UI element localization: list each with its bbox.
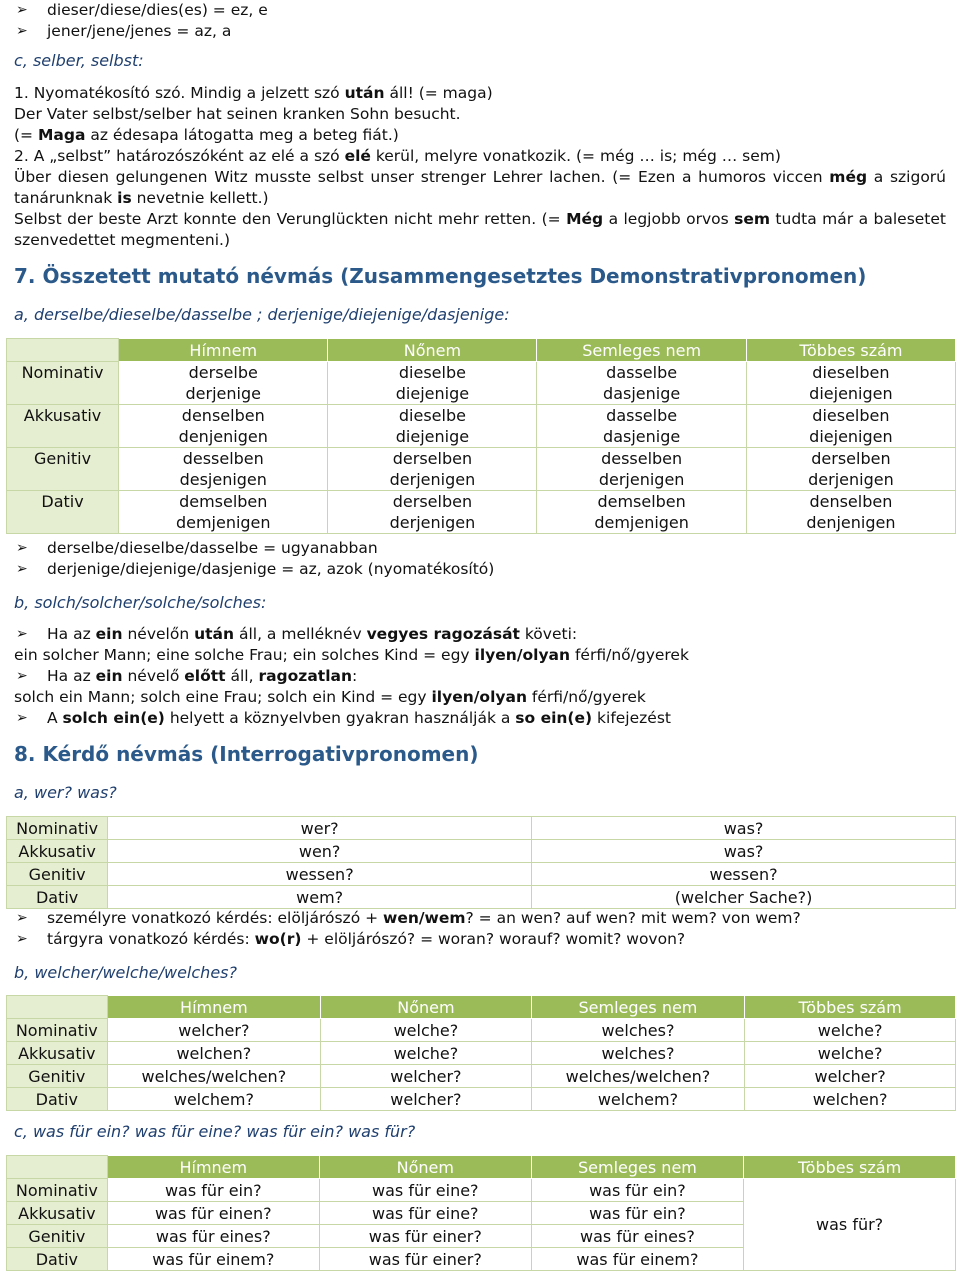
col-header: Semleges nem xyxy=(537,339,746,362)
col-header: Hímnem xyxy=(107,1156,319,1179)
arrow-bullet-icon: ➢ xyxy=(16,561,28,577)
table-row xyxy=(7,886,956,909)
table-row xyxy=(7,840,956,863)
row-label: Dativ xyxy=(7,886,108,909)
bullet-solch-2: ➢ Ha az ein névelő előtt áll, ragozatlan: xyxy=(16,667,358,685)
table-row xyxy=(7,405,956,448)
subheading-solch: b, solch/solcher/solche/solches: xyxy=(14,593,267,612)
row-label: Dativ xyxy=(7,1248,108,1271)
plural-merged-cell: was für? xyxy=(744,1179,956,1271)
row-label: Dativ xyxy=(7,1088,108,1111)
table-row xyxy=(7,863,956,886)
table-cell: was für einer? xyxy=(319,1248,531,1271)
subheading-wer-was: a, wer? was? xyxy=(14,783,117,802)
table-row xyxy=(7,1088,956,1111)
table-cell: was für eines? xyxy=(107,1225,319,1248)
table-cell: derselbe derjenige xyxy=(119,362,328,405)
table-cell: was für einer? xyxy=(319,1225,531,1248)
col-header: Hímnem xyxy=(119,339,328,362)
col-header: Semleges nem xyxy=(531,1156,743,1179)
table-cell: dasselbe dasjenige xyxy=(537,405,746,448)
wer-was-table xyxy=(6,816,956,909)
table-cell: was? xyxy=(532,817,956,840)
table-cell: wessen? xyxy=(108,863,532,886)
row-label: Nominativ xyxy=(7,362,119,405)
row-label: Genitiv xyxy=(7,448,119,491)
selbst-explanation xyxy=(14,83,946,251)
table-cell: dieselbe diejenige xyxy=(328,362,537,405)
subheading-welcher: b, welcher/welche/welches? xyxy=(14,963,237,982)
table-cell: welches? xyxy=(531,1019,745,1042)
arrow-bullet-icon: ➢ xyxy=(16,668,28,684)
col-header: Többes szám xyxy=(746,339,955,362)
table-cell: was für ein? xyxy=(531,1179,743,1202)
welcher-table xyxy=(6,995,956,1111)
arrow-bullet-icon: ➢ xyxy=(16,910,28,926)
table-cell: welche? xyxy=(745,1042,956,1065)
row-label: Genitiv xyxy=(7,863,108,886)
row-label: Nominativ xyxy=(7,1019,108,1042)
table-cell: was für ein? xyxy=(107,1179,319,1202)
table-cell: was? xyxy=(532,840,956,863)
solch-example-1: ein solcher Mann; eine solche Frau; ein solches Kind = egy ilyen/olyan férfi/nő/gyerek xyxy=(14,646,689,664)
section-8-bullets xyxy=(14,908,946,950)
table-cell: dieselbe diejenige xyxy=(328,405,537,448)
table-cell: was für ein? xyxy=(531,1202,743,1225)
table-cell: desselben derjenigen xyxy=(537,448,746,491)
table-row xyxy=(7,1179,956,1202)
rule-1: 1. Nyomatékosító szó. Mindig a jelzett szó után áll! (= maga) xyxy=(14,84,493,102)
table-cell: welchem? xyxy=(531,1088,745,1111)
row-label: Nominativ xyxy=(7,1179,108,1202)
table-cell: was für eines? xyxy=(531,1225,743,1248)
subheading-selber: c, selber, selbst: xyxy=(14,51,144,70)
subheading-derselbe: a, derselbe/dieselbe/dasselbe ; derjenige/diejenige/dasjenige: xyxy=(14,305,510,324)
table-cell: wer? xyxy=(108,817,532,840)
table-cell: welcher? xyxy=(745,1065,956,1088)
row-label: Akkusativ xyxy=(7,405,119,448)
example-1: Der Vater selbst/selber hat seinen kranken Sohn besucht. xyxy=(14,105,461,123)
table-cell: welche? xyxy=(321,1019,532,1042)
table-cell: was für einen? xyxy=(107,1202,319,1225)
demonstrative-table xyxy=(6,338,956,534)
table-cell: welches? xyxy=(531,1042,745,1065)
table-cell: was für eine? xyxy=(319,1202,531,1225)
table-cell: was für eine? xyxy=(319,1179,531,1202)
table-cell: welcher? xyxy=(107,1019,321,1042)
arrow-bullet-icon: ➢ xyxy=(16,931,28,947)
table-row xyxy=(7,1019,956,1042)
row-label: Genitiv xyxy=(7,1225,108,1248)
table-cell: was für einem? xyxy=(531,1248,743,1271)
col-header: Többes szám xyxy=(744,1156,956,1179)
table-cell: welches/welchen? xyxy=(531,1065,745,1088)
bullet-jener: ➢ jener/jene/jenes = az, a xyxy=(16,22,232,40)
table-cell: demselben demjenigen xyxy=(119,491,328,534)
table-cell: denselben denjenigen xyxy=(746,491,955,534)
example-3: Selbst der beste Arzt konnte den Verunglückten nicht mehr retten. (= Még a legjobb orvos sem tudta már a balesetet szenvedettet megmenteni.) xyxy=(14,210,946,249)
table-row xyxy=(7,1042,956,1065)
rule-2: 2. A „selbst” határozószóként az elé a szó elé kerül, melyre vonatkozik. (= még … is; még … sem) xyxy=(14,147,781,165)
arrow-bullet-icon: ➢ xyxy=(16,710,28,726)
table-row xyxy=(7,491,956,534)
bullet-person-question: ➢ személyre vonatkozó kérdés: elöljárószó + wen/wem? = an wen? auf wen? mit wem? von wem? xyxy=(16,909,801,927)
corner-cell xyxy=(7,339,119,362)
table-cell: dieselben diejenigen xyxy=(746,362,955,405)
table-cell: was für einem? xyxy=(107,1248,319,1271)
table-cell: welcher? xyxy=(321,1088,532,1111)
table-cell: welche? xyxy=(745,1019,956,1042)
table-cell: (welcher Sache?) xyxy=(532,886,956,909)
col-header: Többes szám xyxy=(745,996,956,1019)
col-header: Nőnem xyxy=(319,1156,531,1179)
col-header: Nőnem xyxy=(328,339,537,362)
subheading-was-fuer: c, was für ein? was für eine? was für ein? was für? xyxy=(14,1122,416,1141)
section-8-heading: 8. Kérdő névmás (Interrogativpronomen) xyxy=(14,742,479,766)
bullet-thing-question: ➢ tárgyra vonatkozó kérdés: wo(r) + elöljárószó? = woran? worauf? womit? wovon? xyxy=(16,930,686,948)
table-cell: dasselbe dasjenige xyxy=(537,362,746,405)
table-cell: derselben derjenigen xyxy=(328,491,537,534)
table-cell: welcher? xyxy=(321,1065,532,1088)
bullet-derjenige: ➢ derjenige/diejenige/dasjenige = az, azok (nyomatékosító) xyxy=(16,560,495,578)
table-cell: welche? xyxy=(321,1042,532,1065)
table-row xyxy=(7,448,956,491)
table-cell: derselben derjenigen xyxy=(746,448,955,491)
table-cell: wem? xyxy=(108,886,532,909)
table-cell: welchen? xyxy=(107,1042,321,1065)
corner-cell xyxy=(7,996,108,1019)
col-header: Nőnem xyxy=(321,996,532,1019)
bullet-dieser: ➢ dieser/diese/dies(es) = ez, e xyxy=(16,1,268,19)
section-7-heading: 7. Összetett mutató névmás (Zusammengesetztes Demonstrativpronomen) xyxy=(14,264,867,288)
corner-cell xyxy=(7,1156,108,1179)
table-cell: desselben desjenigen xyxy=(119,448,328,491)
table-row xyxy=(7,362,956,405)
table-cell: derselben derjenigen xyxy=(328,448,537,491)
col-header: Hímnem xyxy=(107,996,321,1019)
arrow-bullet-icon: ➢ xyxy=(16,540,28,556)
table-cell: denselben denjenigen xyxy=(119,405,328,448)
section-7-bullets xyxy=(14,538,946,580)
arrow-bullet-icon: ➢ xyxy=(16,626,28,642)
table-cell: demselben demjenigen xyxy=(537,491,746,534)
top-section xyxy=(14,0,946,42)
row-label: Akkusativ xyxy=(7,840,108,863)
table-row xyxy=(7,1065,956,1088)
row-label: Akkusativ xyxy=(7,1042,108,1065)
row-label: Akkusativ xyxy=(7,1202,108,1225)
bullet-solch-1: ➢ Ha az ein névelőn után áll, a melléknév vegyes ragozását követi: xyxy=(16,625,578,643)
col-header: Semleges nem xyxy=(531,996,745,1019)
arrow-bullet-icon: ➢ xyxy=(16,2,28,18)
solch-example-2: solch ein Mann; solch eine Frau; solch ein Kind = egy ilyen/olyan férfi/nő/gyerek xyxy=(14,688,646,706)
row-label: Genitiv xyxy=(7,1065,108,1088)
table-cell: welches/welchen? xyxy=(107,1065,321,1088)
row-label: Dativ xyxy=(7,491,119,534)
arrow-bullet-icon: ➢ xyxy=(16,23,28,39)
table-cell: wen? xyxy=(108,840,532,863)
table-cell: dieselben diejenigen xyxy=(746,405,955,448)
table-row xyxy=(7,817,956,840)
example-2: Über diesen gelungenen Witz musste selbst unser strenger Lehrer lachen. (= Ezen a humoros viccen még a szigorú tanárunknak is nevetnie kellett.) xyxy=(14,168,947,207)
table-cell: wessen? xyxy=(532,863,956,886)
translation-1: (= Maga az édesapa látogatta meg a beteg fiát.) xyxy=(14,126,399,144)
was-fuer-table xyxy=(6,1155,956,1271)
table-cell: welchen? xyxy=(745,1088,956,1111)
table-cell: welchem? xyxy=(107,1088,321,1111)
bullet-derselbe: ➢ derselbe/dieselbe/dasselbe = ugyanabban xyxy=(16,539,378,557)
row-label: Nominativ xyxy=(7,817,108,840)
solch-explanation xyxy=(14,624,946,729)
bullet-solch-3: ➢ A solch ein(e) helyett a köznyelvben gyakran használják a so ein(e) kifejezést xyxy=(16,709,671,727)
